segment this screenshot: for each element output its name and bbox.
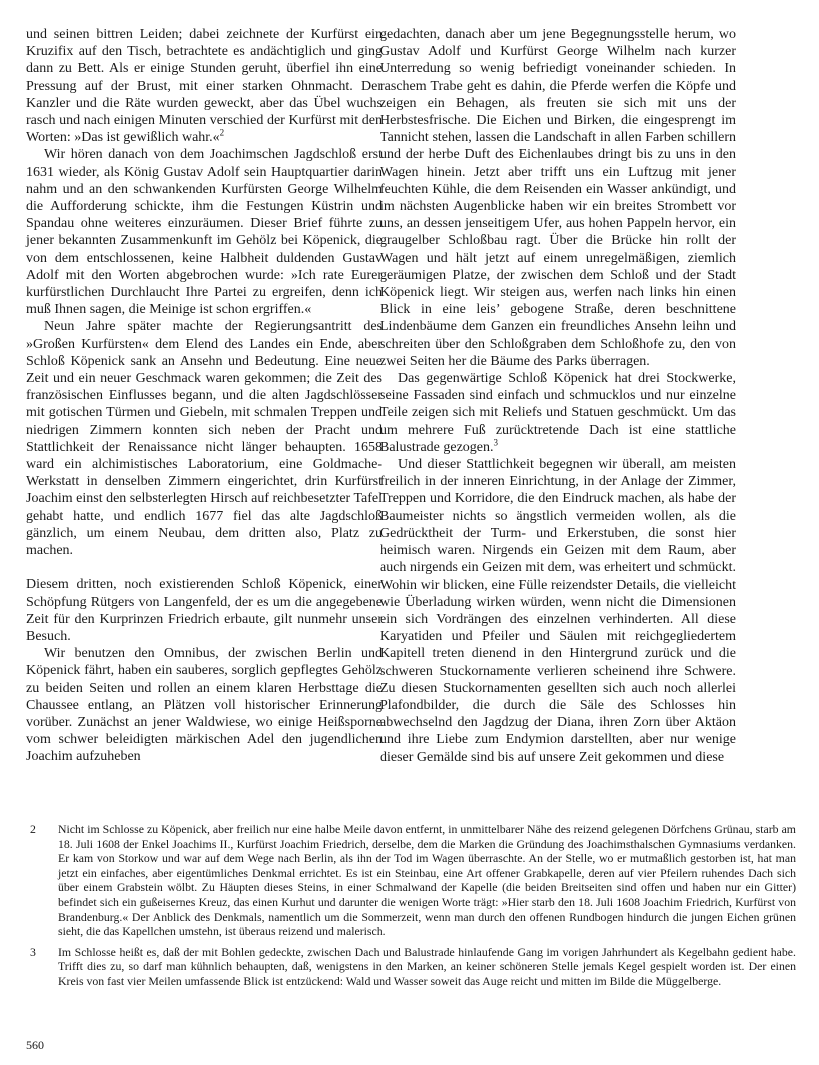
paragraph [380, 370, 736, 456]
paragraph: gedachten, danach aber um jene Begegnungsstelle herum, wo Gustav Adolf und Kurfürst George Wilhelm nach kurzer Unterredung so wenig befriedigt voneinander schieden. In raschem Trabe geht es dahin, die Pferde werfen die Köpfe und zeigen ein Behagen, als freuten sie sich mit uns der Herbstesfrische. Die Eichen und Birken, die eingesprengt im Tannicht stehen, lassen die Landschaft in allen Farben schillern und der herbe Duft des Eichenlaubes dringt bis zu uns in den Wagen hinein. Jetzt aber trifft uns ein Luftzug mit jener feuchten Kühle, die dem Reisenden ein Wasser ankündigt, und im nächsten Augenblicke haben wir ein breites Strombett vor uns, an dessen jenseitigem Ufer, aus hohen Pappeln hervor, ein graugelber Schloßbau ragt. Über die Brücke hin rollt der Wagen und hält jetzt auf einem unregelmäßigen, ziemlich geräumigen Platze, der zwischen dem Schloß und der Stadt Köpenick liegt. Wir steigen aus, werfen nach links hin einen Blick in eine leis’ gebogene Straße, deren beschnittene Lindenbäume dem Ganzen ein freundliches Ansehn leihn und schreiten über den Schloßgraben dem Schloßhofe zu, den von zwei Seiten her die Bäume des Parks überragen. [380, 27, 736, 369]
footnote-text: Im Schlosse heißt es, daß der mit Bohlen gedeckte, zwischen Dach und Balustrade hinlaufende Gang im vorigen Jahrhundert als Kegelbahn gedient habe. Trifft dies zu, so darf man kühnlich behaupten, daß, wenigstens in den Marken, an keiner schöneren Stelle jemals Kegel gespielt worden ist. Der einen Kreis von fast vier Meilen umfassende Blick ist entzückend: Wald und Wasser soweit das Auge reicht und mitten im Bilde die Müggelberge. [58, 944, 796, 988]
footnote [26, 945, 796, 989]
right-text-column [380, 26, 736, 766]
paragraph: Wir hören danach von dem Joachimschen Jagdschloß erst 1631 wieder, als König Gustav Adolf sein Hauptquartier darin nahm und an den schwankenden Kurfürsten George Wilhelm die Aufforderung schickte, ihm die Festungen Küstrin und Spandau ohne weiteres einzuräumen. Dieser Brief führte zu jener bekannten Zusammenkunft im Gehölz bei Köpenick, die von dem entschlossenen, keine Halbheit duldenden Gustav Adolf mit den Worten abgebrochen wurde: »Ich rate Eurer kurfürstlichen Durchlaucht Ihre Partei zu ergreifen, denn ich muß Ihnen sagen, die Meinige ist schon ergriffen.« [26, 147, 382, 318]
page-number: 560 [26, 1038, 44, 1052]
paragraph: Wir benutzen den Omnibus, der zwischen Berlin und Köpenick fährt, haben ein sauberes, sorglich gepflegtes Gehölz zu beiden Seiten und rollen an einem klaren Herbsttage die Chaussee entlang, an Plätzen voll historischer Erinnerung vorüber. Zunächst an jener Waldwiese, wo einige Heißsporne vom schwer beleidigten märkischen Adel den jugendlichen Joachim aufzuheben [26, 646, 382, 765]
footnote-number: 3 [30, 944, 36, 959]
footnote-text: Nicht im Schlosse zu Köpenick, aber freilich nur eine halbe Meile davon entfernt, in unmittelbarer Nähe des reizend gelegenen Dörfchens Grünau, starb am 18. Juli 1608 der Enkel Joachims II., Kurfürst Joachim Friedrich, derselbe, dem die Marken die Gründung des Joachimsthalschen Gymnasiums verdanken. Er kam von Storkow und war auf dem Wege nach Berlin, als ihn der Tod im Wagen überraschte. An der Stelle, wo er mutmaßlich gestorben ist, hat man jetzt ein einfaches, aber eigentümliches Denkmal errichtet. Es ist ein Steinbau, eine Art offener Grabkapelle, deren auf vier Pfeilern ruhendes Dach sich über einem Grabstein wölbt. Zu Häupten dieses Steins, in einer Schmalwand der Kapelle (die beiden Breitseiten sind offen und haben nur ein Gitter) befindet sich ein gußeisernes Kreuz, das einen Kurhut und darunter die wenigen Worte trägt: »Hier starb den 18. Juli 1608 Joachim Friedrich, Kurfürst von Brandenburg.« Der Anblick des Denkmals, namentlich um die Sommerzeit, wenn man durch den offenen Rundbogen hindurch die jungen Eichen grünen sieht, die das Kapellchen umstehn, ist überaus reizend und malerisch. [58, 822, 796, 939]
paragraph-text: und seinen bittren Leiden; dabei zeichnete der Kurfürst ein Kruzifix auf den Tisch, betrachtete es andächtiglich und ging dann zu Bett. Als er einige Stunden geruht, überfiel ihn eine Pressung auf der Brust, mit einer starken Ohnmacht. Der Kanzler und die Räte wurden geweckt, aber das Übel wuchs rasch und nach einigen Minuten verschied der Kurfürst mit den Worten: »Das ist gewißlich wahr.« [26, 27, 382, 146]
footnotes [26, 822, 796, 995]
footnote-ref-2[interactable]: 2 [219, 127, 225, 138]
footnote [26, 822, 796, 939]
left-text-column [26, 26, 382, 766]
paragraph: Diesem dritten, noch existierenden Schloß Köpenick, einer Schöpfung Rütgers von Langenfeld, der es um die angegebene Zeit für den Kurprinzen Friedrich erbaute, gilt nunmehr unser Besuch. [26, 577, 382, 644]
footnote-number: 2 [30, 822, 36, 836]
paragraph: Neun Jahre später machte der Regierungsantritt des »Großen Kurfürsten« dem Elend des Landes ein Ende, aber Schloß Köpenick sank an Ansehn und Bedeutung. Eine neue Zeit und ein neuer Geschmack waren gekommen; die Zeit des französischen Einflusses begann, und die alten Jagdschlösser mit gotischen Türmen und Giebeln, mit schmalen Treppen und niedrigen Zimmern konnten sich neben der Pracht und Stattlichkeit der Renaissance nicht länger behaupten. 1658 ward ein alchimistisches Laboratorium, eine Goldmache-Werkstatt in denselben Zimmern eingerichtet, drin Kurfürst Joachim einst den selbsterlegten Hirsch auf reichbesetzter Tafel gehabt hatte, und endlich 1677 fiel das alte Jagdschloß gänzlich, um einem Neubau, dem dritten also, Platz zu machen. [26, 319, 383, 559]
paragraph [26, 26, 382, 146]
paragraph: Und dieser Stattlichkeit begegnen wir überall, am meisten freilich in der inneren Einrichtung, in der Anlage der Zimmer, Treppen und Korridore, die den Eindruck machen, als habe der Baumeister nichts so ängstlich vermeiden wollen, als die Gedrücktheit der Turm- und Erkerstuben, die sonst hier heimisch waren. Nirgends ein Geizen mit dem Raum, aber auch nirgends ein Geizen mit dem, was erheitert und schmückt. Wohin wir blicken, eine Fülle reizendster Details, die vielleicht wie Überladung wirken würden, wenn nicht die Dimensionen ein sich Vordrängen des einzelnen verhinderten. All diese Karyatiden und Pfeiler und Säulen mit reichgegliedertem Kapitell treten dienend in den Hintergrund zurück und die schweren Stuckornamente verlieren scheinend ihre Schwere. Zu diesen Stuckornamenten gesellten sich auch noch allerlei Plafondbilder, die durch die Säle des Schlosses hin abwechselnd den Jagdzug der Diana, ihren Zorn über Aktäon und ihre Liebe zum Endymion darstellten, aber nur wenige dieser Gemälde sind bis auf unsere Zeit gekommen und diese [380, 457, 736, 765]
paragraph-text: Das gegenwärtige Schloß Köpenick hat drei Stockwerke, seine Fassaden sind einfach und schmucklos und nur einzelne Teile zeigen sich mit Reliefs und Statuen geschmückt. Um das um mehrere Fuß zurücktretende Dach ist eine stattliche Balustrade gezogen. [380, 371, 736, 455]
footnote-ref-3[interactable]: 3 [493, 437, 499, 448]
